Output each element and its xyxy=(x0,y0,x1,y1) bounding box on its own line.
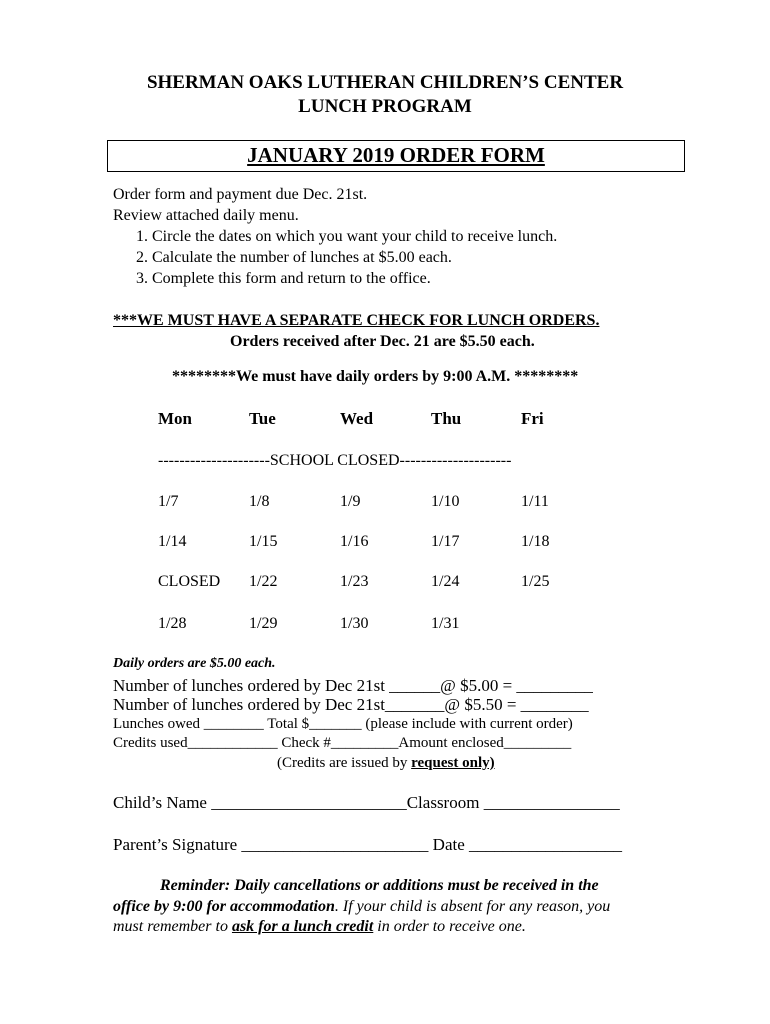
child-name-line[interactable]: Child’s Name _______________________Classroom ________________ xyxy=(113,793,620,812)
reminder-prefix: must remember to xyxy=(113,918,232,935)
date-cell-closed: CLOSED xyxy=(158,573,221,590)
menu-line: Review attached daily menu. xyxy=(113,207,299,224)
daily-deadline-notice: ********We must have daily orders by 9:00 A.M. ******** xyxy=(172,368,579,385)
credits-note-emphasis: request only) xyxy=(411,755,495,771)
date-cell[interactable]: 1/22 xyxy=(249,573,278,590)
due-line: Order form and payment due Dec. 21st. xyxy=(113,186,368,203)
date-cell[interactable]: 1/8 xyxy=(249,493,270,510)
school-closed-line: ---------------------SCHOOL CLOSED--------------------- xyxy=(158,452,512,469)
step-1: 1. Circle the dates on which you want your child to receive lunch. xyxy=(136,228,558,245)
date-cell[interactable]: 1/24 xyxy=(431,573,460,590)
program-name: LUNCH PROGRAM xyxy=(298,96,472,117)
reminder-suffix: in order to receive one. xyxy=(373,918,526,935)
lunches-owed-line[interactable]: Lunches owed ________ Total $_______ (please include with current order) xyxy=(113,716,573,732)
reminder-absent-text: . If your child is absent for any reason, you xyxy=(334,898,611,915)
separate-check-notice: ***WE MUST HAVE A SEPARATE CHECK FOR LUNCH ORDERS. xyxy=(113,312,600,329)
day-header-wed: Wed xyxy=(340,409,374,428)
date-cell[interactable]: 1/28 xyxy=(158,615,187,632)
late-price-notice: Orders received after Dec. 21 are $5.50 each. xyxy=(230,333,535,350)
daily-price-note: Daily orders are $5.00 each. xyxy=(113,656,276,671)
reminder-line-3 xyxy=(113,918,526,936)
date-cell[interactable]: 1/11 xyxy=(521,493,549,510)
reminder-line-2 xyxy=(113,898,610,916)
date-cell[interactable]: 1/9 xyxy=(340,493,361,510)
date-cell[interactable]: 1/23 xyxy=(340,573,369,590)
step-3: 3. Complete this form and return to the office. xyxy=(136,270,431,287)
date-cell[interactable]: 1/7 xyxy=(158,493,179,510)
day-header-tue: Tue xyxy=(249,409,276,428)
reminder-lunch-credit: ask for a lunch credit xyxy=(231,918,374,935)
date-cell[interactable]: 1/15 xyxy=(249,533,278,550)
date-cell[interactable]: 1/10 xyxy=(431,493,460,510)
credits-used-line[interactable]: Credits used____________ Check #_________Amount enclosed_________ xyxy=(113,735,572,751)
reminder-line-1: Reminder: Daily cancellations or additions must be received in the xyxy=(160,877,599,894)
date-cell[interactable]: 1/30 xyxy=(340,615,369,632)
day-header-thu: Thu xyxy=(431,409,462,428)
day-header-fri: Fri xyxy=(521,409,544,428)
date-cell[interactable]: 1/16 xyxy=(340,533,369,550)
reminder-office-deadline: office by 9:00 for accommodation xyxy=(113,898,335,915)
date-cell[interactable]: 1/25 xyxy=(521,573,550,590)
form-title-box xyxy=(107,140,685,172)
date-cell[interactable]: 1/31 xyxy=(431,615,460,632)
date-cell[interactable]: 1/17 xyxy=(431,533,460,550)
late-order-line[interactable]: Number of lunches ordered by Dec 21st_______@ $5.50 = ________ xyxy=(113,695,589,714)
early-order-line[interactable]: Number of lunches ordered by Dec 21st ______@ $5.00 = _________ xyxy=(113,676,593,695)
credits-note xyxy=(277,755,495,772)
credits-note-prefix: (Credits are issued by xyxy=(277,755,412,771)
form-title: JANUARY 2019 ORDER FORM xyxy=(247,143,545,167)
date-cell[interactable]: 1/14 xyxy=(158,533,187,550)
date-cell[interactable]: 1/29 xyxy=(249,615,278,632)
day-header-mon: Mon xyxy=(158,409,192,428)
parent-signature-line[interactable]: Parent’s Signature ______________________ Date __________________ xyxy=(113,835,623,854)
date-cell[interactable]: 1/18 xyxy=(521,533,550,550)
step-2: 2. Calculate the number of lunches at $5.00 each. xyxy=(136,249,452,266)
org-name: SHERMAN OAKS LUTHERAN CHILDREN’S CENTER xyxy=(146,72,624,93)
